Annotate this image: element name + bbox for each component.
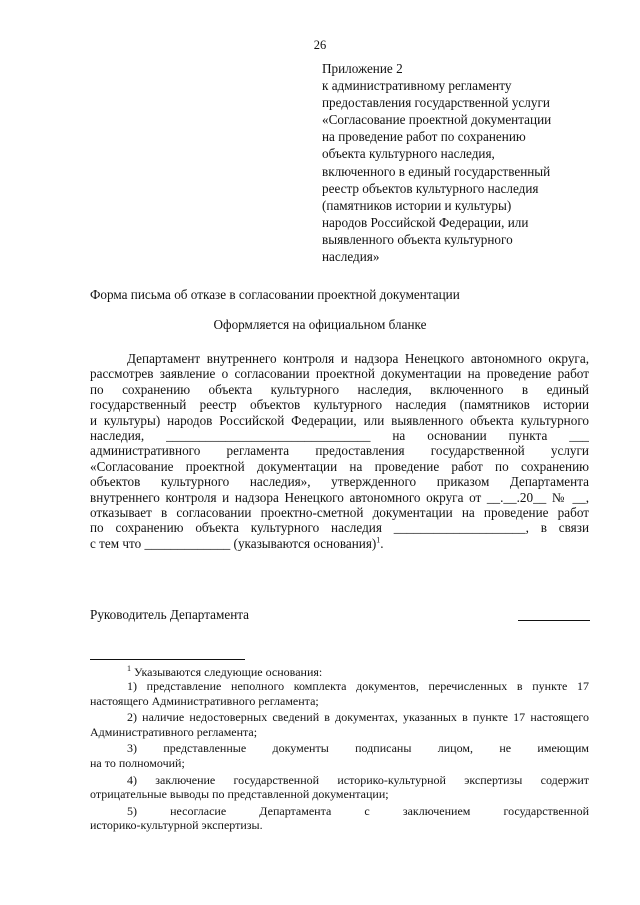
body-line: внутреннего контроля и надзора Ненецкого автономного округа от __.__.20__ № __, bbox=[90, 489, 589, 505]
body-text-fragment: (указываются основания) bbox=[233, 535, 377, 551]
appendix-header bbox=[322, 60, 612, 265]
footnote-line: 2) наличие недостоверных сведений в документах, указанных в пункте 17 настоящего bbox=[127, 710, 589, 725]
footnotes bbox=[90, 665, 589, 832]
body-line: отказывает в согласовании проектно-сметной документации на проведение работ bbox=[90, 504, 589, 520]
object-name-blank: ____________________ bbox=[393, 520, 526, 536]
body-text-fragment: на основании пункта ___ bbox=[392, 427, 589, 443]
heritage-object-blank: _______________________________ bbox=[166, 427, 371, 443]
footnote-line: 3) представленные документы подписаны лицом, не имеющим bbox=[127, 741, 589, 756]
footnote-marker: 1 bbox=[376, 535, 381, 545]
footnote-line: на то полномочий; bbox=[90, 755, 185, 770]
appendix-line: Приложение 2 bbox=[322, 61, 403, 76]
body-text-fragment: по сохранению объекта культурного наследия bbox=[90, 520, 382, 536]
footnote-line: отрицательные выводы по представленной документации; bbox=[90, 786, 389, 801]
footnote-line: Административного регламента; bbox=[90, 724, 258, 739]
appendix-line: объекта культурного наследия, bbox=[322, 146, 495, 162]
body-line bbox=[90, 520, 589, 535]
appendix-line: «Согласование проектной документации bbox=[322, 112, 552, 128]
footnote-text: Указываются следующие основания: bbox=[134, 665, 323, 679]
body-text-fragment: . bbox=[380, 535, 384, 551]
appendix-line: выявленного объекта культурного bbox=[322, 231, 513, 247]
body-line: и культуры) народов Российской Федерации, или выявленного объекта культурного bbox=[90, 412, 589, 428]
body-line: Департамент внутреннего контроля и надзора Ненецкого автономного округа, bbox=[127, 351, 589, 366]
footnote-line: настоящего Административного регламента; bbox=[90, 693, 319, 708]
official-letterhead-note: Оформляется на официальном бланке bbox=[213, 317, 427, 332]
footnote-divider bbox=[90, 659, 245, 660]
appendix-line: предоставления государственной услуги bbox=[322, 95, 550, 111]
appendix-line: включенного в единый государственный bbox=[322, 163, 551, 179]
reason-blank: _____________ bbox=[144, 535, 231, 551]
appendix-line: (памятников истории и культуры) bbox=[322, 197, 512, 213]
letter-body bbox=[90, 351, 589, 551]
footnote-line: 4) заключение государственной историко-культурной экспертизы содержит bbox=[127, 772, 589, 787]
signature-line bbox=[518, 620, 590, 621]
body-text-fragment: наследия, bbox=[90, 427, 145, 443]
body-line: по сохранению объекта культурного наследия, включенного в единый bbox=[90, 381, 589, 397]
appendix-line: наследия» bbox=[322, 249, 380, 265]
footnote-line: 1) представление неполного комплекта документов, перечисленных в пункте 17 bbox=[127, 679, 589, 694]
body-line bbox=[90, 536, 589, 551]
page-number: 26 bbox=[313, 38, 327, 52]
footnote-line: 5) несогласие Департамента с заключением государственной bbox=[127, 803, 589, 818]
signature-label: Руководитель Департамента bbox=[90, 607, 250, 622]
body-line bbox=[90, 428, 589, 443]
form-title: Форма письма об отказе в согласовании проектной документации bbox=[90, 287, 460, 302]
body-line: административного регламента предоставления государственной услуги bbox=[90, 443, 589, 459]
footnote-line: историко-культурной экспертизы. bbox=[90, 817, 263, 832]
appendix-line: на проведение работ по сохранению bbox=[322, 129, 526, 145]
body-text-fragment: , в связи bbox=[525, 520, 589, 536]
body-text-fragment: с тем что bbox=[90, 535, 142, 551]
appendix-line: к административному регламенту bbox=[322, 78, 512, 94]
body-line: рассмотрев заявление о согласовании проектной документации на проведение работ bbox=[90, 366, 589, 382]
body-line: «Согласование проектной документации на проведение работ по сохранению bbox=[90, 458, 589, 474]
body-line: государственный реестр объектов культурного наследия (памятников истории bbox=[90, 397, 589, 413]
footnote-marker: 1 bbox=[127, 665, 131, 673]
footnote-intro bbox=[90, 665, 589, 679]
appendix-line: реестр объектов культурного наследия bbox=[322, 180, 539, 196]
appendix-line: народов Российской Федерации, или bbox=[322, 214, 529, 230]
body-line: объектов культурного наследия», утвержденного приказом Департамента bbox=[90, 474, 589, 490]
